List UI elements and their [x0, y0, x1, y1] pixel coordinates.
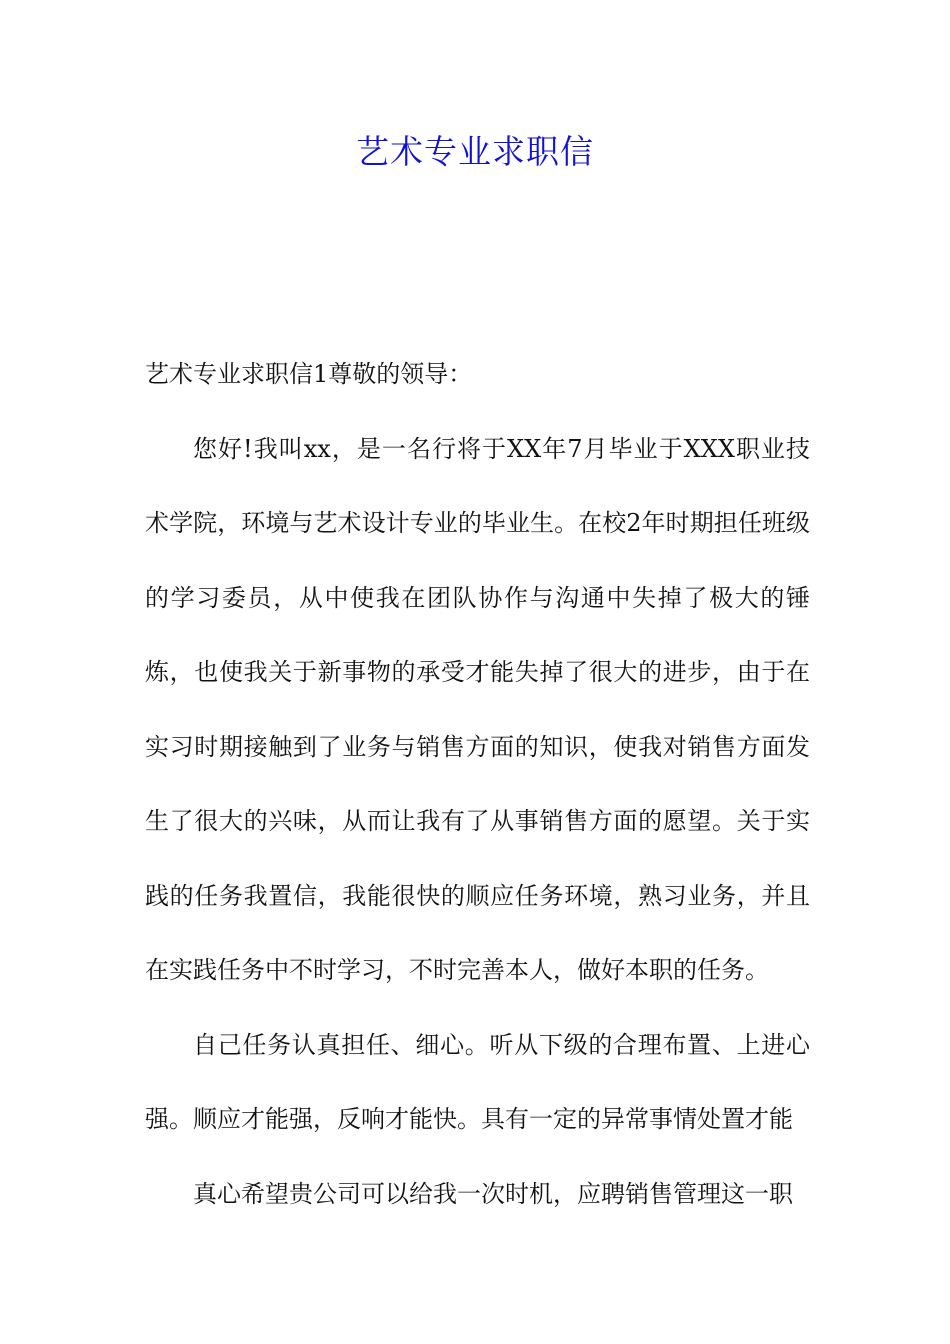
salutation-paragraph: 艺术专业求职信1尊敬的领导： — [145, 360, 473, 388]
letter-body — [145, 337, 810, 1231]
introduction-paragraph: 您好!我叫xx，是一名行将于XX年7月毕业于XXX职业技术学院，环境与艺术设计专业的毕业生。在校2年时期担任班级的学习委员，从中使我在团队协作与沟通中失掉了极大的锤炼，也使我关于新事物的承受才能失掉了很大的进步，由于在实习时期接触到了业务与销售方面的知识，使我对销售方面发生了很大的兴味，从而让我有了从事销售方面的愿望。关于实践的任务我置信，我能很快的顺应任务环境，熟习业务，并且在实践任务中不时学习，不时完善本人，做好本职的任务。 — [145, 434, 810, 984]
closing-paragraph: 真心希望贵公司可以给我一次时机，应聘销售管理这一职 — [193, 1179, 793, 1208]
document-title: 艺术专业求职信 — [356, 132, 594, 171]
self-evaluation-paragraph: 自己任务认真担任、细心。听从下级的合理布置、上进心强。顺应才能强，反响才能快。具有一定的异常事情处置才能 — [145, 1030, 810, 1133]
